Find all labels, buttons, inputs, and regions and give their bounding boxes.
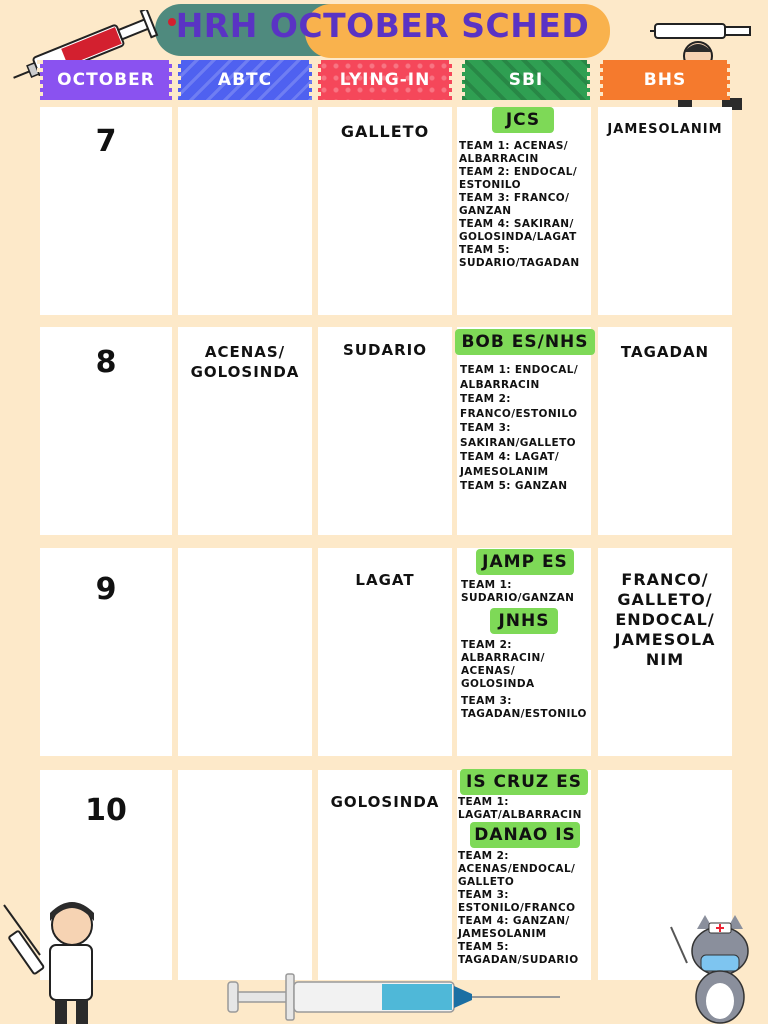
team-line: TEAM 3: FRANCO/ GANZAN xyxy=(459,192,570,217)
header-october xyxy=(40,60,172,100)
day-number: 10 xyxy=(85,793,127,828)
team-line: TEAM 5: TAGADAN/SUDARIO xyxy=(458,941,579,966)
team-line: TEAM 1: SUDARIO/GANZAN xyxy=(461,579,575,604)
syringe-icon xyxy=(222,968,562,1024)
team-line: TEAM 5: SUDARIO/TAGADAN xyxy=(459,244,580,269)
sbi-school-label: JCS xyxy=(492,107,554,133)
team-line: TEAM 2: ACENAS/ENDOCAL/ GALLETO xyxy=(458,850,576,888)
team-line: TEAM 2: FRANCO/ESTONILO xyxy=(460,393,578,420)
day-number: 7 xyxy=(95,124,117,159)
team-line: TEAM 5: GANZAN xyxy=(460,480,568,492)
team-line: TEAM 1: LAGAT/ALBARRACIN xyxy=(458,796,582,821)
team-line: TEAM 1: ENDOCAL/ ALBARRACIN xyxy=(460,364,579,391)
header-sbi-label: SBI xyxy=(508,70,544,90)
cell-abtc xyxy=(178,548,312,756)
lying-in-name: LAGAT xyxy=(355,571,415,589)
cell-abtc xyxy=(178,107,312,315)
team-line: TEAM 2: ENDOCAL/ ESTONILO xyxy=(459,166,578,191)
bhs-name: FRANCO/ GALLETO/ ENDOCAL/ JAMESOLA NIM xyxy=(614,570,716,669)
bhs-name: TAGADAN xyxy=(620,343,710,361)
sbi-teams xyxy=(458,796,592,822)
sbi-teams xyxy=(458,850,590,967)
team-line: TEAM 1: ACENAS/ ALBARRACIN xyxy=(459,140,569,165)
header-bhs-label: BHS xyxy=(643,70,687,90)
team-line: TEAM 3: ESTONILO/FRANCO xyxy=(458,889,576,914)
header-lying-in xyxy=(318,60,452,100)
abtc-name: ACENAS/ GOLOSINDA xyxy=(190,343,300,381)
team-line: TEAM 4: LAGAT/ JAMESOLANIM xyxy=(460,451,560,478)
sbi-school-label: DANAO IS xyxy=(470,822,580,848)
sbi-school-label: JAMP ES xyxy=(476,549,574,575)
sbi-teams xyxy=(460,363,590,494)
header-lying-in-label: LYING-IN xyxy=(339,70,431,90)
sbi-teams xyxy=(459,140,591,270)
day-number: 9 xyxy=(95,572,117,607)
sbi-school-label: BOB ES/NHS xyxy=(455,329,595,355)
header-abtc xyxy=(178,60,312,100)
team-line: TEAM 3: TAGADAN/ESTONILO xyxy=(461,695,587,720)
lying-in-name: SUDARIO xyxy=(343,341,427,359)
team-line: TEAM 4: GANZAN/ JAMESOLANIM xyxy=(458,915,570,940)
header-october-label: OCTOBER xyxy=(57,70,155,90)
lying-in-name: GOLOSINDA xyxy=(330,793,440,811)
sbi-school-label: JNHS xyxy=(490,608,558,634)
cat-nurse-icon xyxy=(665,915,768,1024)
header-bhs xyxy=(600,60,730,100)
header-abtc-label: ABTC xyxy=(217,70,273,90)
team-line: TEAM 4: SAKIRAN/ GOLOSINDA/LAGAT xyxy=(459,218,577,243)
lying-in-name: GALLETO xyxy=(340,122,430,141)
team-line: TEAM 3: SAKIRAN/GALLETO xyxy=(460,422,576,449)
doctor-icon xyxy=(0,895,110,1024)
cell-abtc xyxy=(178,770,312,980)
sbi-teams xyxy=(461,639,589,721)
sbi-school-label: IS CRUZ ES xyxy=(460,769,588,795)
sbi-teams xyxy=(461,579,589,605)
header-sbi xyxy=(462,60,590,100)
team-line: TEAM 2: ALBARRACIN/ ACENAS/ GOLOSINDA xyxy=(461,639,545,690)
day-number: 8 xyxy=(95,345,117,380)
bhs-name: JAMESOLANIM xyxy=(607,122,723,137)
title-banner xyxy=(155,2,610,58)
page-title: HRH OCTOBER SCHED xyxy=(175,6,590,45)
